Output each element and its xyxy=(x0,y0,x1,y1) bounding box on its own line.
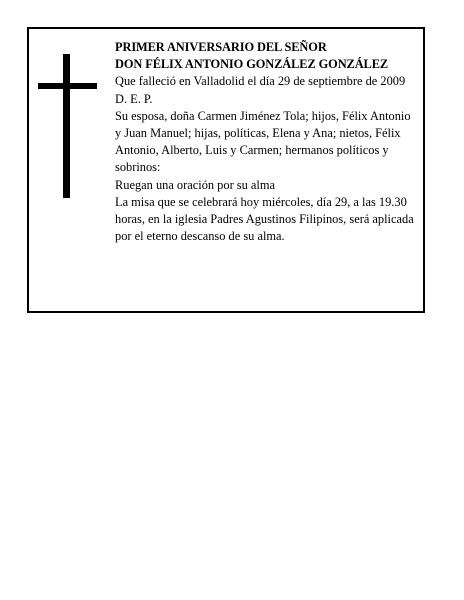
dep-abbreviation: D. E. P. xyxy=(115,91,153,106)
obituary-text xyxy=(115,39,419,245)
cross-vertical-bar xyxy=(63,54,70,198)
family-list: Su esposa, doña Carmen Jiménez Tola; hijos, Félix Antonio y Juan Manuel; hijas, políticas, Elena y Ana; nietos, Félix Antonio, Alberto, Luis y Carmen; hermanos políticos y sobrinos: xyxy=(115,108,411,175)
prayer-request: Ruegan una oración por su alma xyxy=(115,177,275,192)
death-info: Que falleció en Valladolid el día 29 de septiembre de 2009 xyxy=(115,74,406,89)
notice-title-line-2: DON FÉLIX ANTONIO GONZÁLEZ GONZÁLEZ xyxy=(115,57,389,72)
cross-horizontal-bar xyxy=(38,83,97,89)
notice-title-line-1: PRIMER ANIVERSARIO DEL SEÑOR xyxy=(115,40,327,54)
latin-cross-icon xyxy=(38,54,98,198)
mass-announcement: La misa que se celebrará hoy miércoles, día 29, a las 19.30 horas, en la iglesia Padres Agustinos Filipinos, será aplicada por el eterno descanso de su alma. xyxy=(115,194,414,244)
